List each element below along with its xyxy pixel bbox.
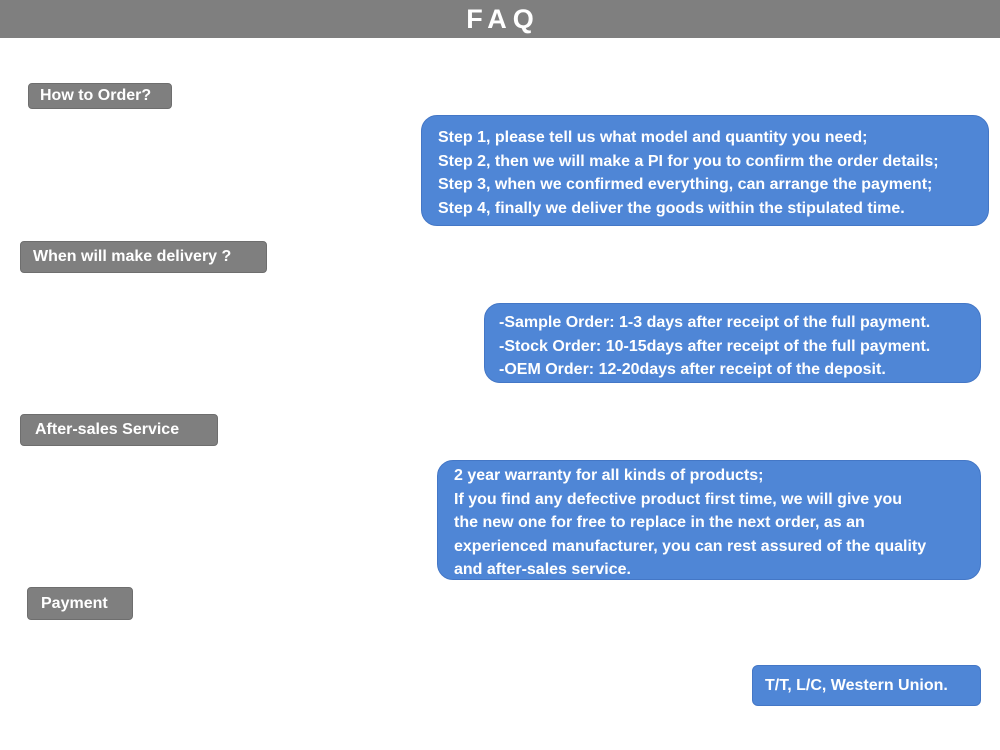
faq-question-text: When will make delivery ?	[33, 248, 232, 265]
answer-line: T/T, L/C, Western Union.	[765, 677, 948, 694]
answer-line: experienced manufacturer, you can rest assured of the quality	[454, 537, 927, 555]
answer-line: Step 1, please tell us what model and quantity you need;	[438, 129, 868, 146]
answer-line: and after-sales service.	[454, 561, 631, 578]
faq-answer-payment	[752, 665, 981, 706]
page-header	[0, 0, 1000, 38]
answer-line: If you find any defective product first time, we will give you	[454, 490, 903, 508]
faq-question-after-sales	[20, 414, 218, 446]
faq-question-text: Payment	[41, 594, 108, 612]
answer-line: Step 4, finally we deliver the goods within the stipulated time.	[438, 199, 905, 217]
faq-question-how-to-order	[28, 83, 172, 109]
answer-line: the new one for free to replace in the next order, as an	[454, 514, 865, 531]
page-title: FAQ	[466, 4, 540, 34]
answer-line: -Sample Order: 1-3 days after receipt of the full payment.	[499, 314, 931, 331]
answer-line: -Stock Order: 10-15days after receipt of the full payment.	[499, 337, 931, 355]
answer-line: Step 2, then we will make a PI for you to confirm the order details;	[438, 152, 939, 170]
faq-question-delivery	[20, 241, 267, 273]
answer-line: -OEM Order: 12-20days after receipt of the deposit.	[499, 361, 886, 378]
faq-question-text: After-sales Service	[35, 421, 180, 438]
faq-question-payment	[27, 587, 133, 620]
faq-answer-after-sales	[437, 460, 981, 580]
faq-answer-how-to-order	[421, 115, 989, 226]
faq-question-text: How to Order?	[40, 87, 152, 104]
answer-line: 2 year warranty for all kinds of products;	[454, 467, 764, 484]
answer-line: Step 3, when we confirmed everything, can arrange the payment;	[438, 176, 933, 193]
faq-answer-delivery	[484, 303, 981, 383]
